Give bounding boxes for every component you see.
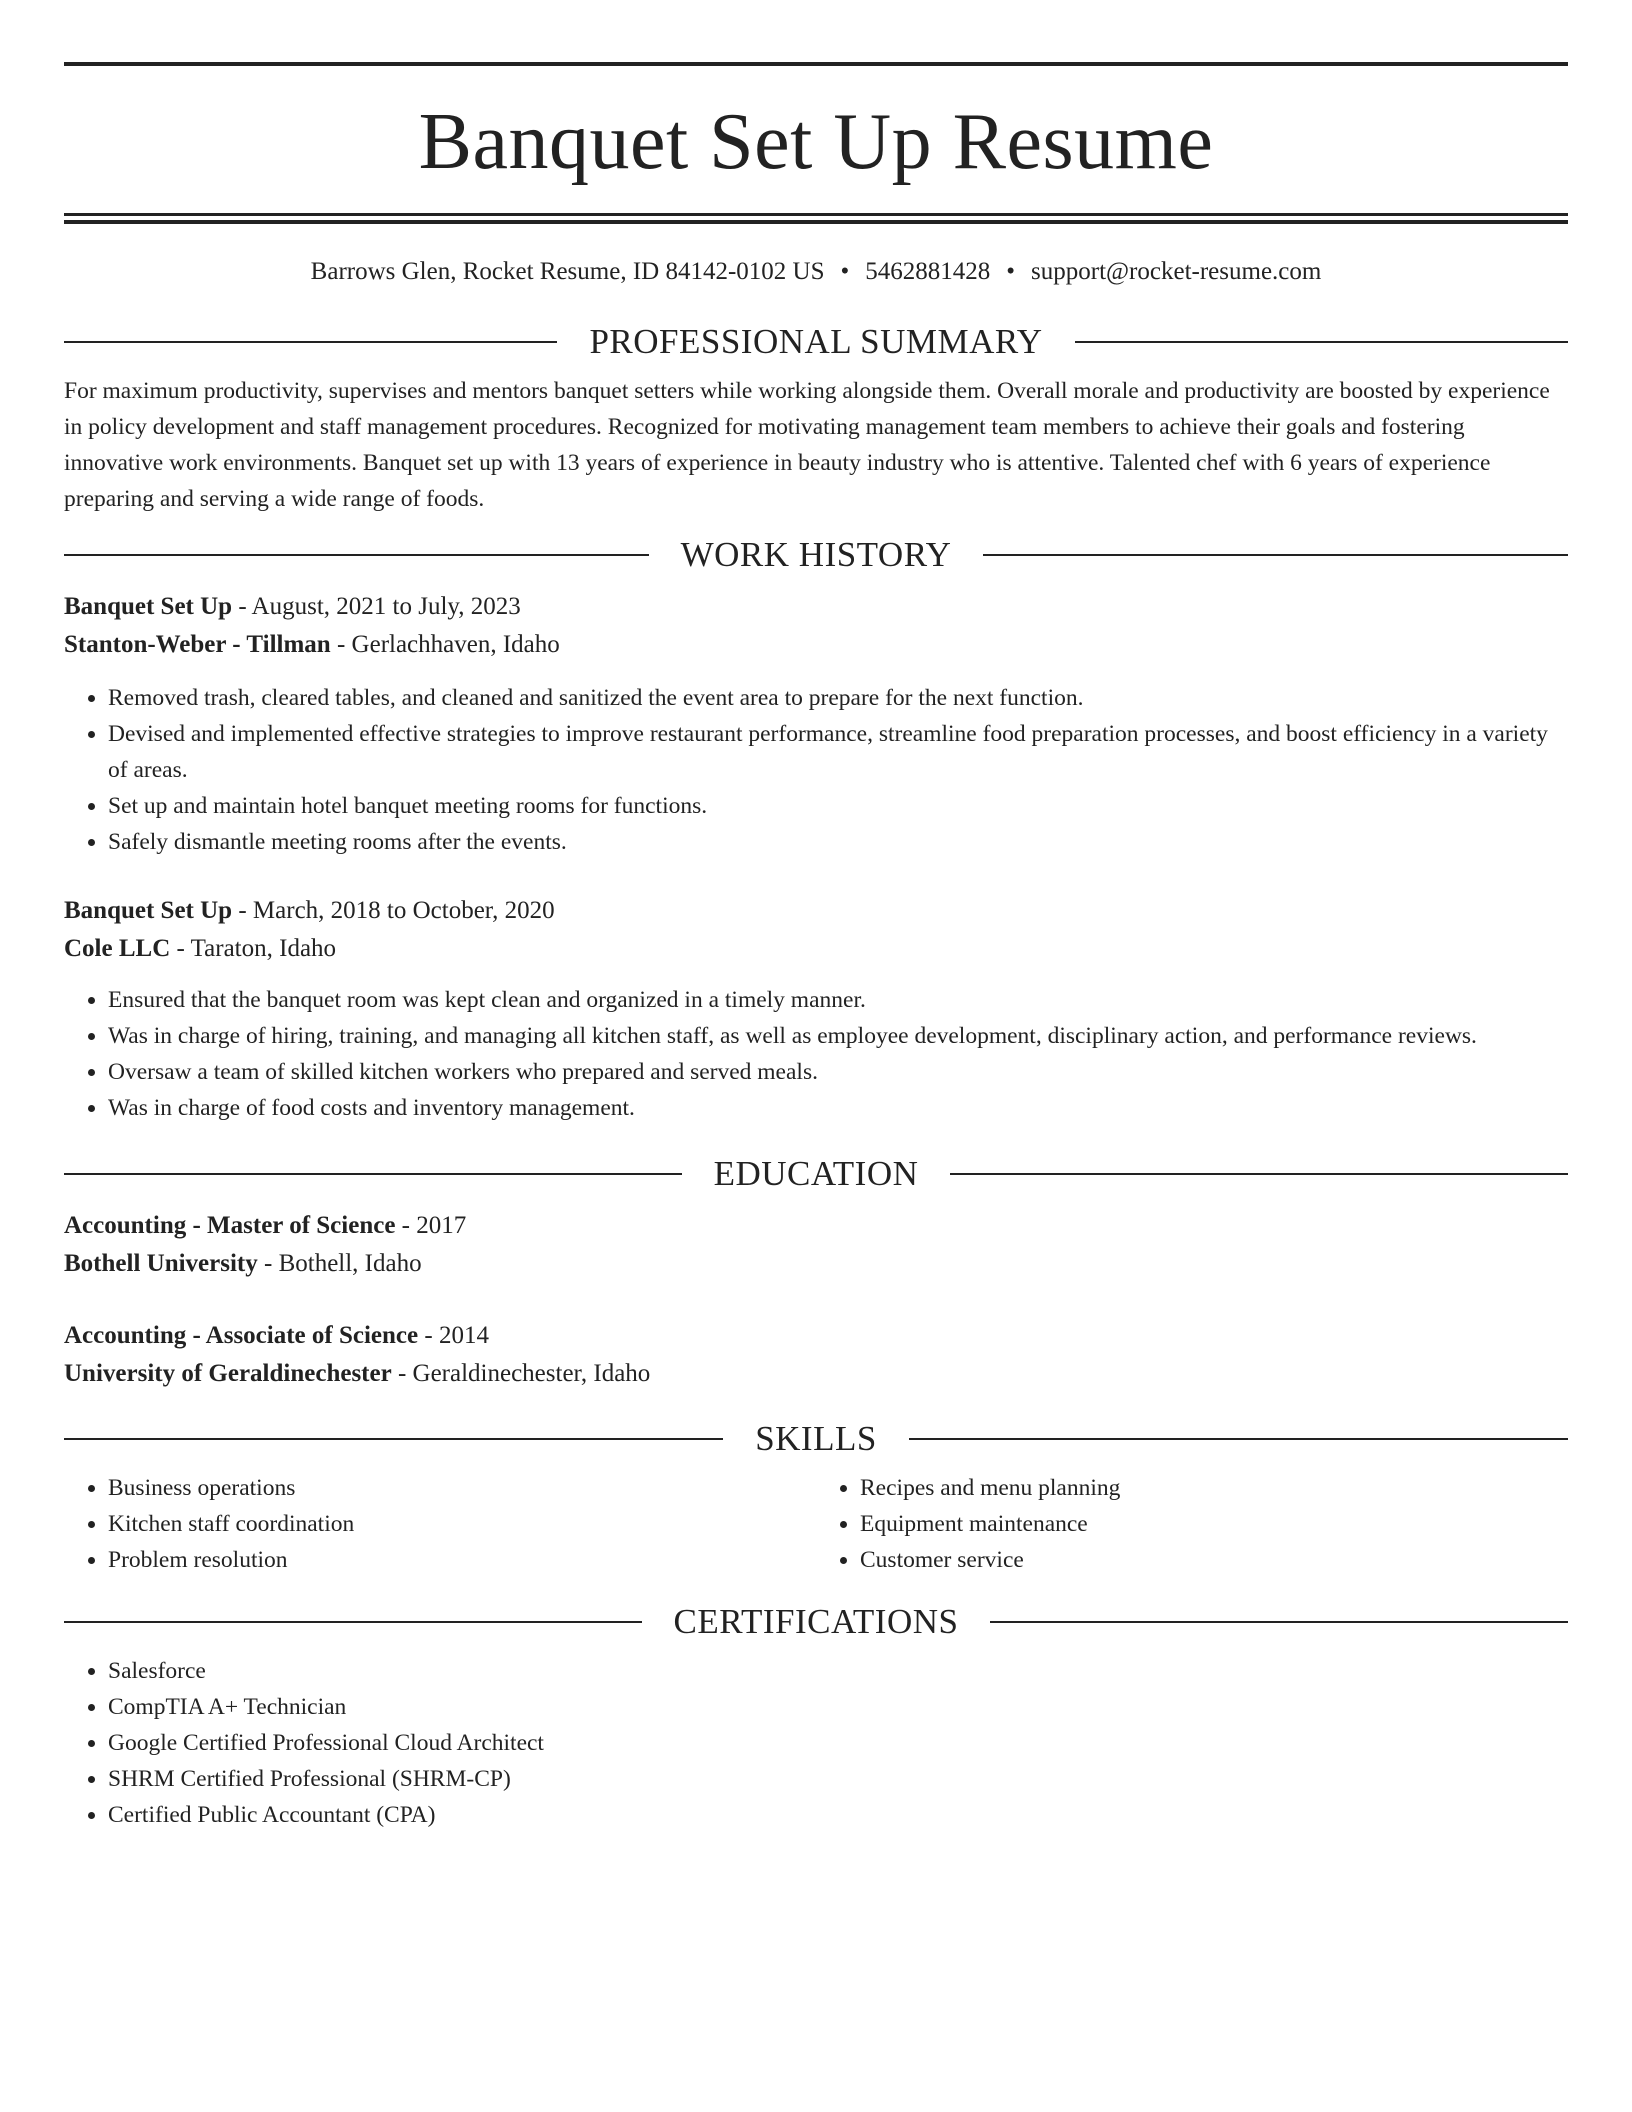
section-heading-skills (64, 1421, 1568, 1456)
contact-separator: • (1006, 258, 1016, 285)
list-item: • Removed trash, cleared tables, and cleaned and sanitized the event area to prepare for the next function. (108, 680, 1568, 716)
contact-line (64, 259, 1568, 284)
list-item: • Google Certified Professional Cloud Architect (108, 1725, 1568, 1761)
degree: Accounting - Master of Science (64, 1212, 396, 1239)
heading-rule-left (64, 554, 649, 556)
skills-list-right (816, 1470, 1568, 1578)
list-item: • Set up and maintain hotel banquet meeting rooms for functions. (108, 788, 1568, 824)
school: Bothell University (64, 1250, 258, 1277)
degree-line (64, 1317, 1568, 1355)
summary-text: For maximum productivity, supervises and mentors banquet setters while working alongside them. Overall morale and productivity are boosted by experience in policy development and staff management procedures. Recognized for motivating management team members to achieve their goals and fostering innovative work environments. Banquet set up with 13 years of experience in beauty industry who is attentive. Talented chef with 6 years of experience preparing and serving a wide range of foods. (64, 378, 1550, 512)
list-item: • Safely dismantle meeting rooms after the events. (108, 824, 1568, 860)
job-title-line (64, 892, 1568, 930)
list-item: • Kitchen staff coordination (108, 1506, 816, 1542)
list-item: • Was in charge of food costs and inventory management. (108, 1090, 1568, 1126)
contact-phone: 5462881428 (865, 258, 991, 285)
education-entry (64, 1207, 1568, 1283)
list-item: • Customer service (860, 1542, 1568, 1578)
contact-email: support@rocket-resume.com (1031, 258, 1322, 285)
list-item: • Ensured that the banquet room was kept clean and organized in a timely manner. (108, 982, 1568, 1018)
heading-rule-right (909, 1438, 1568, 1440)
list-item: • Devised and implemented effective strategies to improve restaurant performance, streamline food preparation processes, and boost efficiency in a variety of areas. (108, 716, 1568, 788)
list-item: • Business operations (108, 1470, 816, 1506)
job-employer: Stanton-Weber - Tillman (64, 631, 331, 658)
job-employer-line (64, 930, 1568, 968)
heading-rule-left (64, 1438, 723, 1440)
job-bullets (64, 982, 1568, 1126)
section-heading-summary (64, 324, 1568, 359)
heading-rule-left (64, 1173, 682, 1175)
section-title-certifications: CERTIFICATIONS (673, 1602, 959, 1641)
contact-separator: • (840, 258, 850, 285)
heading-rule-left (64, 341, 557, 343)
section-title-work: WORK HISTORY (680, 535, 952, 574)
certifications-list (64, 1653, 1568, 1833)
job-location: - Taraton, Idaho (170, 935, 337, 962)
job-title-line (64, 588, 1568, 626)
title-double-rule (64, 213, 1568, 224)
skills-grid (64, 1470, 1568, 1578)
section-heading-education (64, 1156, 1568, 1191)
school-line (64, 1245, 1568, 1283)
degree: Accounting - Associate of Science (64, 1322, 419, 1349)
section-title-summary: PROFESSIONAL SUMMARY (589, 322, 1043, 361)
job-dates: - March, 2018 to October, 2020 (232, 897, 555, 924)
job-dates: - August, 2021 to July, 2023 (232, 593, 521, 620)
job-role: Banquet Set Up (64, 897, 233, 924)
degree-year: - 2014 (418, 1322, 489, 1349)
list-item: • Problem resolution (108, 1542, 816, 1578)
section-title-skills: SKILLS (755, 1419, 877, 1458)
job-entry (64, 892, 1568, 1126)
job-entry (64, 588, 1568, 860)
school-line (64, 1355, 1568, 1393)
contact-address: Barrows Glen, Rocket Resume, ID 84142-0102 US (310, 258, 825, 285)
list-item: • Equipment maintenance (860, 1506, 1568, 1542)
list-item: • Certified Public Accountant (CPA) (108, 1797, 1568, 1833)
heading-rule-right (983, 554, 1568, 556)
heading-rule-right (950, 1173, 1568, 1175)
heading-rule-right (990, 1621, 1568, 1623)
list-item: • Was in charge of hiring, training, and managing all kitchen staff, as well as employee development, disciplinary action, and performance reviews. (108, 1018, 1568, 1054)
skills-list-left (64, 1470, 816, 1578)
list-item: • Oversaw a team of skilled kitchen workers who prepared and served meals. (108, 1054, 1568, 1090)
job-employer: Cole LLC (64, 935, 171, 962)
job-bullets (64, 680, 1568, 860)
school: University of Geraldinechester (64, 1360, 392, 1387)
section-title-education: EDUCATION (713, 1154, 919, 1193)
section-heading-work (64, 537, 1568, 572)
list-item: • Recipes and menu planning (860, 1470, 1568, 1506)
job-role: Banquet Set Up (64, 593, 233, 620)
degree-line (64, 1207, 1568, 1245)
list-item: • Salesforce (108, 1653, 1568, 1689)
list-item: • CompTIA A+ Technician (108, 1689, 1568, 1725)
list-item: • SHRM Certified Professional (SHRM-CP) (108, 1761, 1568, 1797)
heading-rule-right (1075, 341, 1568, 343)
job-location: - Gerlachhaven, Idaho (330, 631, 560, 658)
degree-year: - 2017 (395, 1212, 467, 1239)
school-location: - Bothell, Idaho (257, 1250, 422, 1277)
education-entry (64, 1317, 1568, 1393)
resume-title: Banquet Set Up Resume (418, 98, 1214, 186)
job-employer-line (64, 626, 1568, 664)
school-location: - Geraldinechester, Idaho (391, 1360, 651, 1387)
section-heading-certifications (64, 1604, 1568, 1639)
top-rule (64, 62, 1568, 66)
heading-rule-left (64, 1621, 642, 1623)
